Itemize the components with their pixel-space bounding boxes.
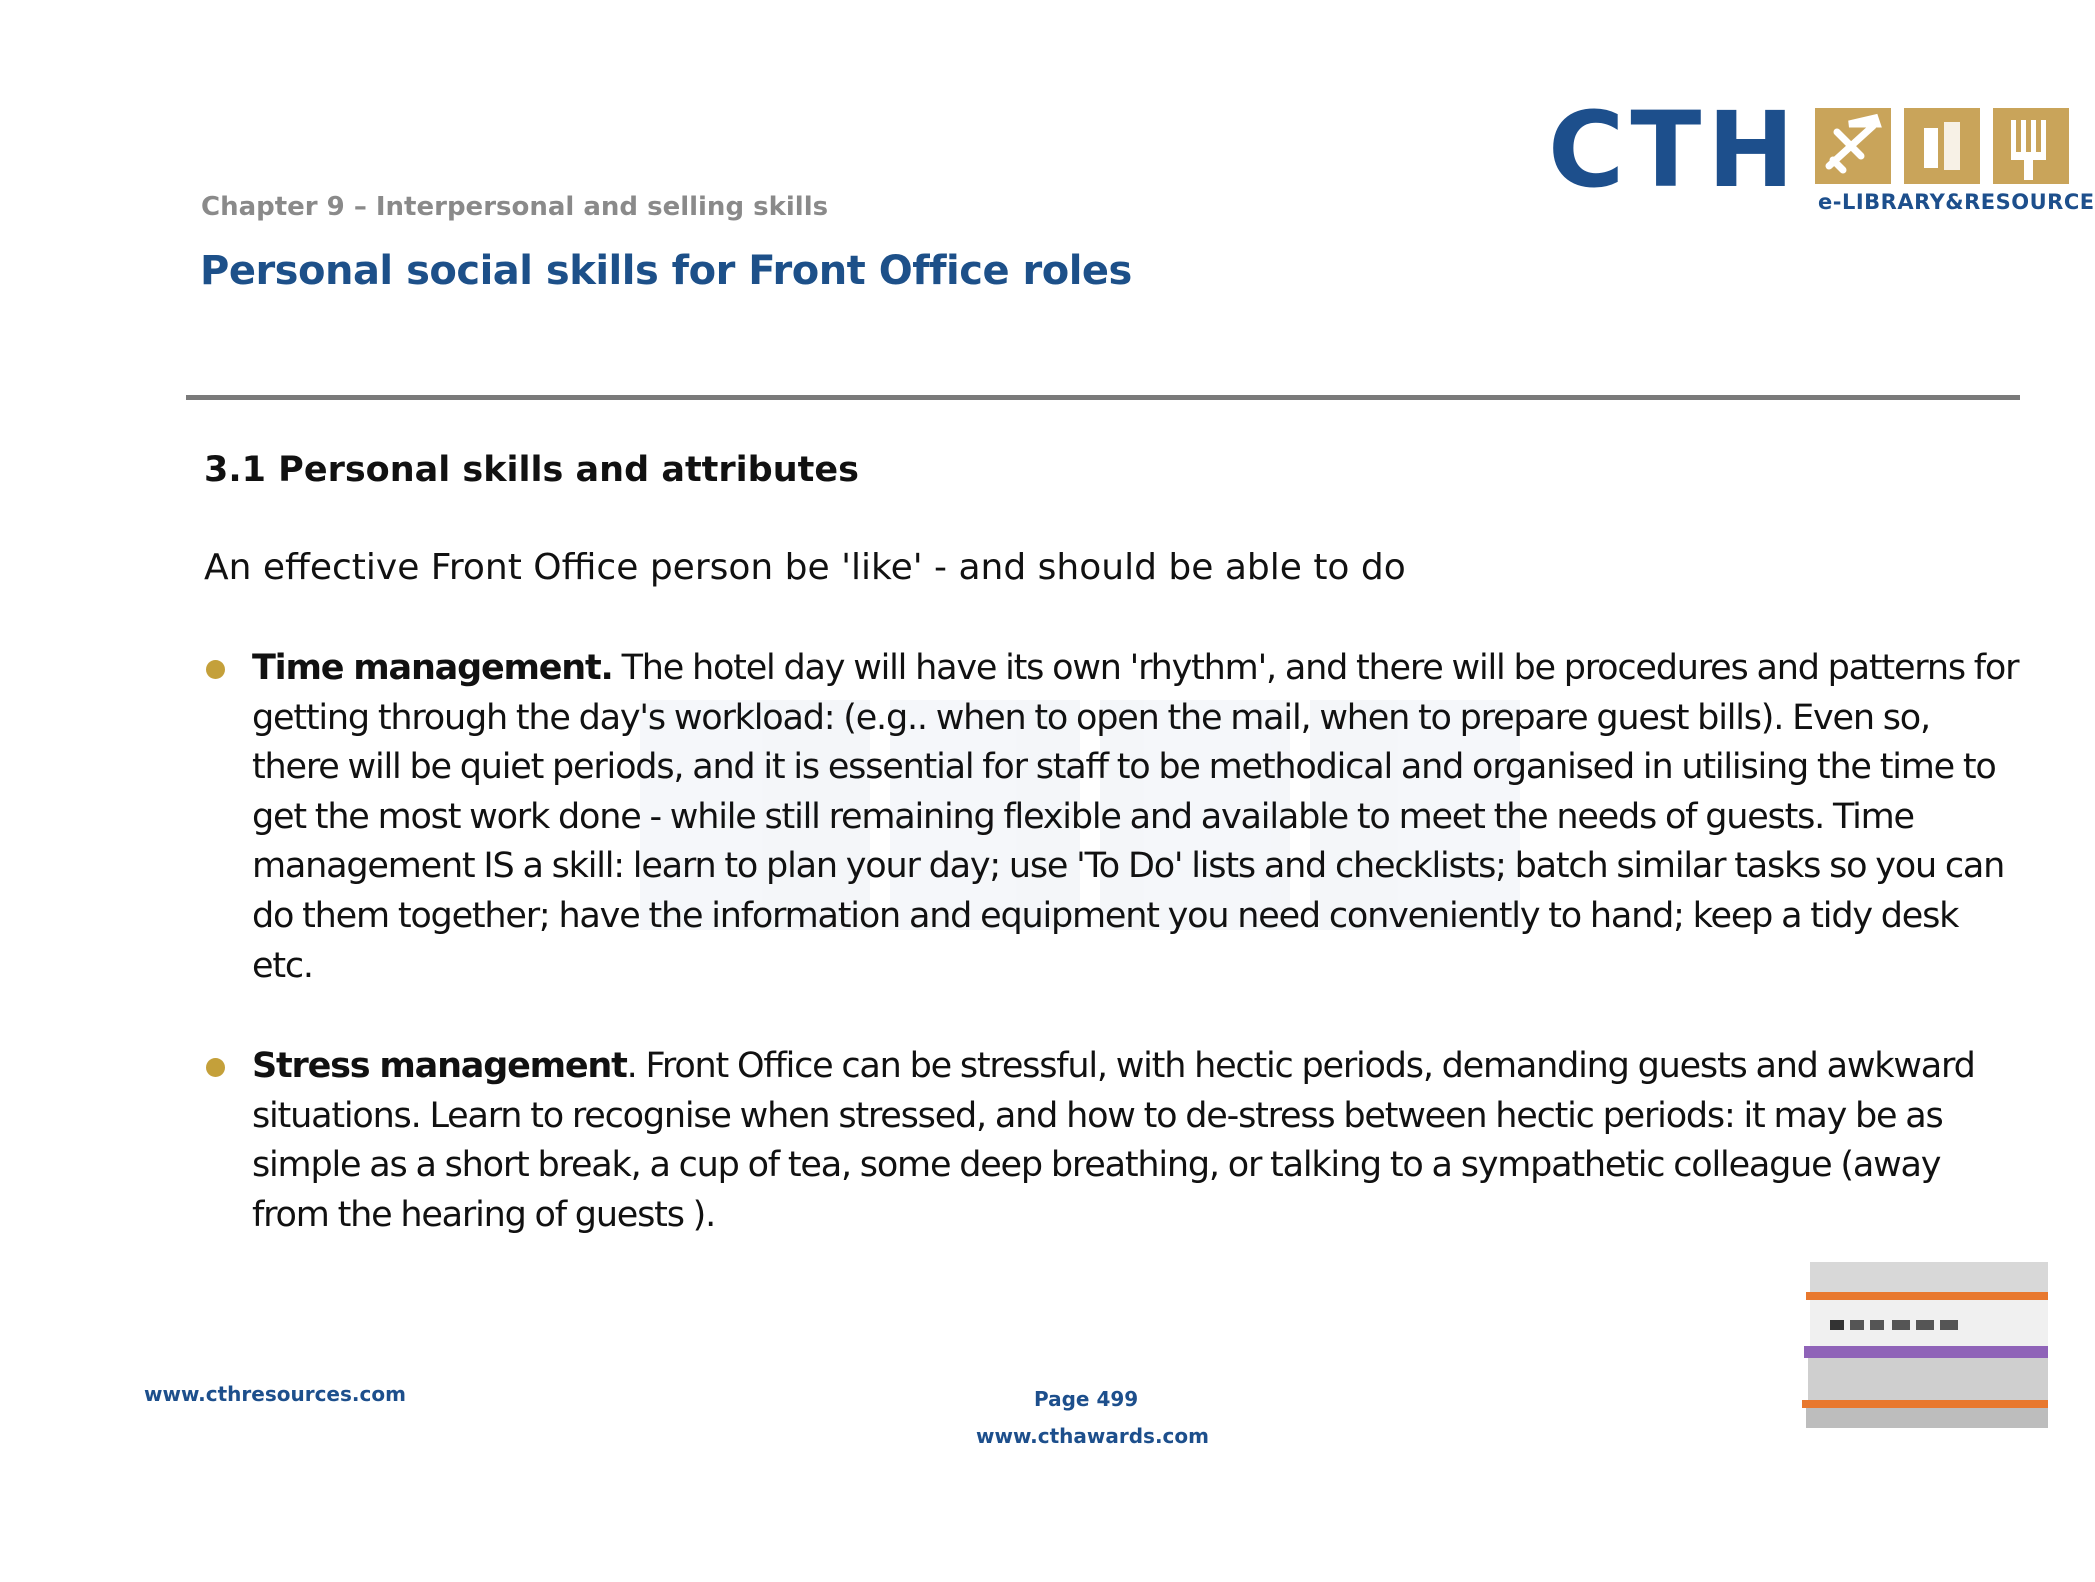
drink-icon <box>1904 108 1980 184</box>
bullet-body: The hotel day will have its own 'rhythm', and there will be procedures and patterns for getting through the day's workload: (e.g.. when to open the mail, when to prepare guest bills). Even so, there will be quiet periods, and it is essential for staff to be methodical and organised in utilising the time to get the most work done - while still remaining flexible and available to meet the needs of guests. Time management IS a skill: learn to plan your day; use 'To Do' lists and checklists; batch similar tasks so you can do them together; have the information and equipment you need conveniently to hand; keep a tidy desk etc. <box>252 648 2019 986</box>
page-number: Page 499 <box>1034 1387 1139 1411</box>
footer-awards-link[interactable]: www.cthawards.com <box>976 1424 1209 1448</box>
logo-wordmark: CTH <box>1548 89 1801 211</box>
page-title: Personal social skills for Front Office roles <box>200 248 1132 294</box>
section-heading: 3.1 Personal skills and attributes <box>204 450 859 490</box>
bullet-dot-icon <box>206 1058 225 1077</box>
intro-paragraph: An effective Front Office person be 'like' - and should be able to do <box>204 547 1406 588</box>
logo-subtitle: e-LIBRARY&RESOURCE <box>1818 190 2095 214</box>
chapter-label: Chapter 9 – Interpersonal and selling skills <box>201 192 829 222</box>
bullet-dot-icon <box>206 660 225 679</box>
book-stack-icon <box>1800 1262 2048 1432</box>
cth-logo <box>1548 89 2095 228</box>
header-divider <box>186 395 2020 400</box>
bullet-term: Time management. <box>252 648 613 688</box>
bullet-term: Stress management <box>252 1046 627 1086</box>
bullet-text <box>252 644 2020 991</box>
fork-icon <box>1993 108 2069 184</box>
footer-resources-link[interactable]: www.cthresources.com <box>144 1382 406 1406</box>
bullet-body: . Front Office can be stressful, with hectic periods, demanding guests and awkward situations. Learn to recognise when stressed, and how to de-stress between hectic periods: it may be as simple as a short break, a cup of tea, some deep breathing, or talking to a sympathetic colleague (away from the hearing of guests ). <box>252 1046 1975 1235</box>
bullet-text <box>252 1042 2020 1240</box>
plane-icon <box>1815 108 1891 184</box>
